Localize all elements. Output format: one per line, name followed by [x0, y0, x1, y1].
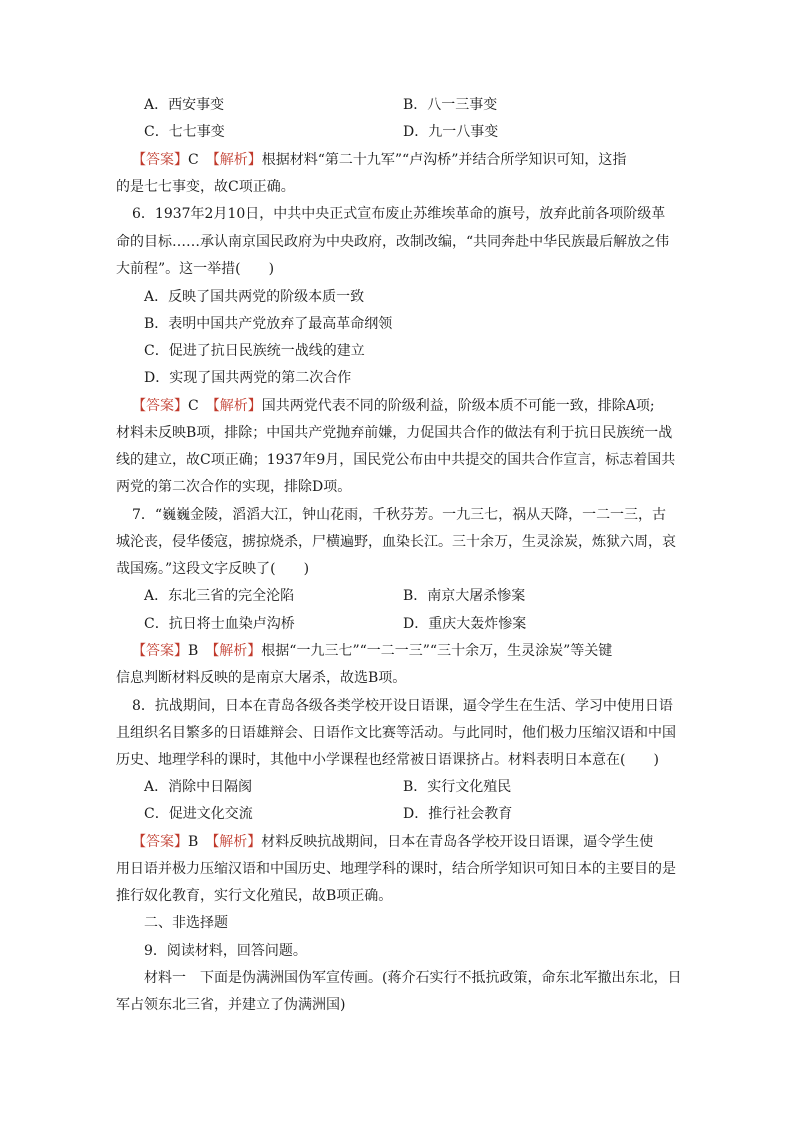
- q5-option-c: C．七七事变: [144, 124, 225, 140]
- answer-tag: 【答案】: [132, 152, 188, 168]
- q8-stem-line-1: 8．抗战期间，日本在青岛各级各类学校开设日语课，逼令学生在生活、学习中使用日语: [132, 698, 673, 714]
- q7-option-a: A．东北三省的完全沦陷: [144, 588, 295, 604]
- answer-tag: 【答案】: [132, 834, 188, 850]
- material-1-line-2: 军占领东北三省，并建立了伪满洲国): [116, 997, 346, 1013]
- q7-explanation-cont: 信息判断材料反映的是南京大屠杀，故选B项。: [116, 670, 407, 686]
- explanation-text: 材料反映抗战期间，日本在青岛各学校开设日语课，逼令学生使: [261, 834, 654, 850]
- q5-option-a: A．西安事变: [144, 97, 225, 113]
- answer-letter: C: [188, 398, 199, 414]
- q7-option-d: D．重庆大轰炸惨案: [403, 616, 527, 632]
- q7-option-c: C．抗日将士血染卢沟桥: [144, 616, 295, 632]
- q8-option-c: C．促进文化交流: [144, 806, 253, 822]
- section-heading: 二、非选择题: [144, 915, 228, 931]
- q7-option-b: B．南京大屠杀惨案: [403, 588, 526, 604]
- q6-option-a: A．反映了国共两党的阶级本质一致: [144, 289, 365, 305]
- q5-option-b: B．八一三事变: [403, 97, 498, 113]
- explanation-tag: 【解析】: [212, 643, 262, 659]
- explanation-text: 根据“一九三七”“一二一三”“三十余万，生灵涂炭”等关键: [261, 643, 613, 659]
- q8-option-d: D．推行社会教育: [403, 806, 513, 822]
- q5-option-d: D．九一八事变: [403, 124, 499, 140]
- q6-option-c: C．促进了抗日民族统一战线的建立: [144, 343, 365, 359]
- explanation-tag: 【解析】: [212, 834, 262, 850]
- q6-explanation-cont-3: 两党的第二次合作的实现，排除D项。: [116, 479, 352, 495]
- answer-letter: C: [188, 152, 199, 168]
- q6-option-d: D．实现了国共两党的第二次合作: [144, 370, 352, 386]
- q6-explanation-cont-1: 材料未反映B项，排除；中国共产党抛弃前嫌，力促国共合作的做法有利于抗日民族统一战: [116, 425, 673, 441]
- q6-stem-line-2: 命的目标……承认南京国民政府为中央政府，改制改编，“共同奔赴中华民族最后解放之伟: [116, 234, 670, 250]
- q9-stem: 9．阅读材料，回答问题。: [144, 943, 307, 959]
- explanation-text: 根据材料“第二十九军”“卢沟桥”并结合所学知识可知，这指: [261, 152, 627, 168]
- q7-answer-line: [132, 641, 612, 661]
- q8-explanation-cont-1: 用日语并极力压缩汉语和中国历史、地理学科的课时，结合所学知识可知日本的主要目的是: [116, 861, 676, 877]
- q6-stem-line-3: 大前程”。这一举措( ): [116, 261, 275, 277]
- answer-letter: B: [188, 643, 199, 659]
- answer-tag: 【答案】: [132, 643, 188, 659]
- q7-stem-line-2: 城沦丧，侵华倭寇，掳掠烧杀，尸横遍野，血染长江。三十余万，生灵涂炭，炼狱六周，哀: [116, 534, 676, 550]
- q6-stem-line-1: 6．1937年2月10日，中共中央正式宣布废止苏维埃革命的旗号，放弃此前各项阶级革: [132, 206, 666, 222]
- q7-stem-line-3: 哉国殇。”这段文字反映了( ): [116, 561, 310, 577]
- q8-answer-line: [132, 832, 653, 852]
- q8-explanation-cont-2: 推行奴化教育，实行文化殖民，故B项正确。: [116, 888, 393, 904]
- q6-option-b: B．表明中国共产党放弃了最高革命纲领: [144, 316, 393, 332]
- q8-option-a: A．消除中日隔阂: [144, 779, 253, 795]
- q5-answer-line: [132, 150, 626, 170]
- explanation-tag: 【解析】: [212, 398, 262, 414]
- q8-option-b: B．实行文化殖民: [403, 779, 512, 795]
- answer-letter: B: [188, 834, 199, 850]
- q8-stem-line-2: 且组织名目繁多的日语雄辩会、日语作文比赛等活动。与此同时，他们极力压缩汉语和中国: [116, 725, 676, 741]
- q7-stem-line-1: 7．“巍巍金陵，滔滔大江，钟山花雨，千秋芬芳。一九三七，祸从天降，一二一三，古: [132, 507, 667, 523]
- material-1-line-1: 材料一 下面是伪满洲国伪军宣传画。(蒋介石实行不抵抗政策，命东北军撤出东北，日: [144, 970, 682, 986]
- explanation-tag: 【解析】: [212, 152, 262, 168]
- q6-answer-line: [132, 396, 655, 416]
- explanation-text: 国共两党代表不同的阶级利益，阶级本质不可能一致，排除A项;: [261, 398, 655, 414]
- q8-stem-line-3: 历史、地理学科的课时，其他中小学课程也经常被日语课挤占。材料表明日本意在( ): [116, 752, 659, 768]
- answer-tag: 【答案】: [132, 398, 188, 414]
- q5-explanation-cont: 的是七七事变，故C项正确。: [116, 179, 295, 195]
- q6-explanation-cont-2: 线的建立，故C项正确；1937年9月，国民党公布由中共提交的国共合作宣言，标志着国共: [116, 452, 676, 468]
